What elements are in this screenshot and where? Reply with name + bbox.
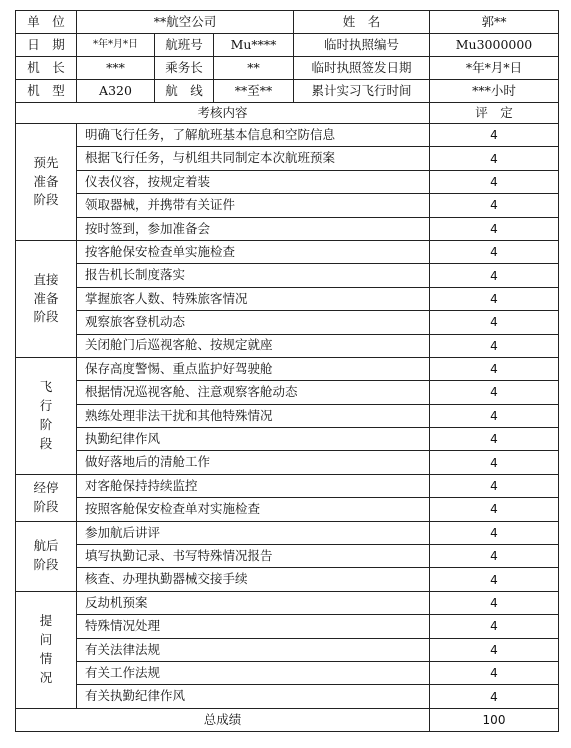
flight-hours-value: ***小时 xyxy=(430,80,559,103)
assessment-row xyxy=(16,124,559,147)
assessment-item: 执勤纪律作风 xyxy=(77,428,430,451)
assessment-row xyxy=(16,498,559,521)
aircraft-type-value: A320 xyxy=(77,80,155,103)
item-score: 4 xyxy=(430,498,559,521)
temp-license-number-value: Mu3000000 xyxy=(430,34,559,57)
date-label: 日 期 xyxy=(16,34,77,57)
assessment-row xyxy=(16,147,559,170)
assessment-item: 根据飞行任务，与机组共同制定本次航班预案 xyxy=(77,147,430,170)
assessment-row xyxy=(16,661,559,684)
header-row-captain xyxy=(16,57,559,80)
total-score: 100 xyxy=(430,708,559,731)
assessment-item: 掌握旅客人数、特殊旅客情况 xyxy=(77,287,430,310)
item-score: 4 xyxy=(430,638,559,661)
assessment-item: 按时签到，参加准备会 xyxy=(77,217,430,240)
assessment-row xyxy=(16,217,559,240)
item-score: 4 xyxy=(430,194,559,217)
assessment-row xyxy=(16,170,559,193)
item-score: 4 xyxy=(430,217,559,240)
captain-label: 机 长 xyxy=(16,57,77,80)
item-score: 4 xyxy=(430,615,559,638)
item-score: 4 xyxy=(430,685,559,708)
item-score: 4 xyxy=(430,568,559,591)
header-row-unit xyxy=(16,11,559,34)
unit-value: **航空公司 xyxy=(77,11,294,34)
assessment-item: 明确飞行任务，了解航班基本信息和空防信息 xyxy=(77,124,430,147)
item-score: 4 xyxy=(430,521,559,544)
captain-value: *** xyxy=(77,57,155,80)
item-score: 4 xyxy=(430,357,559,380)
item-score: 4 xyxy=(430,451,559,474)
assessment-item: 保存高度警惕、重点监护好驾驶舱 xyxy=(77,357,430,380)
phase-label-line: 阶段 xyxy=(33,192,59,208)
phase-label-line: 况 xyxy=(39,669,53,685)
item-score: 4 xyxy=(430,264,559,287)
assessment-row xyxy=(16,568,559,591)
assessment-item: 有关执勤纪律作风 xyxy=(77,685,430,708)
phase-label-line: 准备 xyxy=(33,173,59,189)
total-label: 总成绩 xyxy=(16,708,430,731)
assessment-row xyxy=(16,428,559,451)
assessment-item: 对客舱保持持续监控 xyxy=(77,474,430,497)
item-score: 4 xyxy=(430,404,559,427)
phase-label-line: 行 xyxy=(39,398,53,414)
flight-number-label: 航班号 xyxy=(155,34,214,57)
phase-label-line: 问 xyxy=(39,632,53,648)
assessment-item: 根据情况巡视客舱、注意观察客舱动态 xyxy=(77,381,430,404)
phase-label-line: 航后 xyxy=(33,538,59,554)
item-score: 4 xyxy=(430,147,559,170)
header-row-aircraft xyxy=(16,80,559,103)
flight-hours-label: 累计实习飞行时间 xyxy=(294,80,430,103)
item-score: 4 xyxy=(430,474,559,497)
evaluation-form xyxy=(15,10,559,732)
phase-label-line: 经停 xyxy=(33,480,59,495)
assessment-row xyxy=(16,287,559,310)
assessment-row xyxy=(16,591,559,614)
flight-number-value: Mu**** xyxy=(214,34,294,57)
aircraft-type-label: 机 型 xyxy=(16,80,77,103)
item-score: 4 xyxy=(430,287,559,310)
phase-label-line: 情 xyxy=(39,650,53,666)
assessment-row xyxy=(16,404,559,427)
phase-label-line: 提 xyxy=(39,613,53,629)
phase-label-line: 段 xyxy=(39,435,53,451)
phase-label-line: 阶 xyxy=(39,416,53,432)
assessment-item: 关闭舱门后巡视客舱、按规定就座 xyxy=(77,334,430,357)
license-issue-date-value: *年*月*日 xyxy=(430,57,559,80)
total-row xyxy=(16,708,559,731)
phase-label xyxy=(16,357,77,474)
phase-label-line: 预先 xyxy=(33,154,59,170)
assessment-row xyxy=(16,615,559,638)
assessment-item: 填写执勤记录、书写特殊情况报告 xyxy=(77,545,430,568)
assessment-item: 仪表仪容，按规定着装 xyxy=(77,170,430,193)
assessment-row xyxy=(16,545,559,568)
phase-label-line: 直接 xyxy=(33,271,59,287)
route-label: 航 线 xyxy=(155,80,214,103)
assessment-row xyxy=(16,334,559,357)
item-score: 4 xyxy=(430,240,559,263)
item-score: 4 xyxy=(430,334,559,357)
unit-label: 单 位 xyxy=(16,11,77,34)
section-header-row xyxy=(16,103,559,124)
route-value: **至** xyxy=(214,80,294,103)
phase-label xyxy=(16,474,77,521)
item-score: 4 xyxy=(430,661,559,684)
assessment-item: 熟练处理非法干扰和其他特殊情况 xyxy=(77,404,430,427)
phase-label-line: 准备 xyxy=(33,290,59,306)
item-score: 4 xyxy=(430,124,559,147)
assessment-item: 有关工作法规 xyxy=(77,661,430,684)
phase-label xyxy=(16,124,77,241)
assessment-row xyxy=(16,451,559,474)
assessment-row xyxy=(16,264,559,287)
assessment-item: 观察旅客登机动态 xyxy=(77,311,430,334)
name-label: 姓 名 xyxy=(294,11,430,34)
phase-label xyxy=(16,521,77,591)
rating-header: 评 定 xyxy=(430,103,559,124)
assessment-item: 特殊情况处理 xyxy=(77,615,430,638)
assessment-item: 反劫机预案 xyxy=(77,591,430,614)
assessment-row xyxy=(16,685,559,708)
phase-label xyxy=(16,240,77,357)
assessment-row xyxy=(16,357,559,380)
item-score: 4 xyxy=(430,311,559,334)
assessment-row xyxy=(16,638,559,661)
purser-label: 乘务长 xyxy=(155,57,214,80)
item-score: 4 xyxy=(430,170,559,193)
temp-license-number-label: 临时执照编号 xyxy=(294,34,430,57)
license-issue-date-label: 临时执照签发日期 xyxy=(294,57,430,80)
assessment-row xyxy=(16,311,559,334)
item-score: 4 xyxy=(430,545,559,568)
phase-label-line: 阶段 xyxy=(33,309,59,325)
assessment-row xyxy=(16,474,559,497)
assessment-item: 按客舱保安检查单实施检查 xyxy=(77,240,430,263)
assessment-content-header: 考核内容 xyxy=(16,103,430,124)
assessment-item: 做好落地后的清舱工作 xyxy=(77,451,430,474)
item-score: 4 xyxy=(430,591,559,614)
assessment-item: 报告机长制度落实 xyxy=(77,264,430,287)
assessment-row xyxy=(16,521,559,544)
assessment-item: 按照客舱保安检查单对实施检查 xyxy=(77,498,430,521)
name-value: 郭** xyxy=(430,11,559,34)
date-value: *年*月*日 xyxy=(77,34,155,57)
phase-label xyxy=(16,591,77,708)
phase-label-line: 阶段 xyxy=(33,557,59,573)
assessment-item: 参加航后讲评 xyxy=(77,521,430,544)
assessment-item: 领取器械，并携带有关证件 xyxy=(77,194,430,217)
phase-label-line: 阶段 xyxy=(33,498,59,514)
assessment-row xyxy=(16,194,559,217)
item-score: 4 xyxy=(430,428,559,451)
header-row-date xyxy=(16,34,559,57)
assessment-row xyxy=(16,381,559,404)
item-score: 4 xyxy=(430,381,559,404)
assessment-item: 核查、办理执勤器械交接手续 xyxy=(77,568,430,591)
assessment-item: 有关法律法规 xyxy=(77,638,430,661)
phase-label-line: 飞 xyxy=(39,379,53,395)
assessment-row xyxy=(16,240,559,263)
purser-value: ** xyxy=(214,57,294,80)
